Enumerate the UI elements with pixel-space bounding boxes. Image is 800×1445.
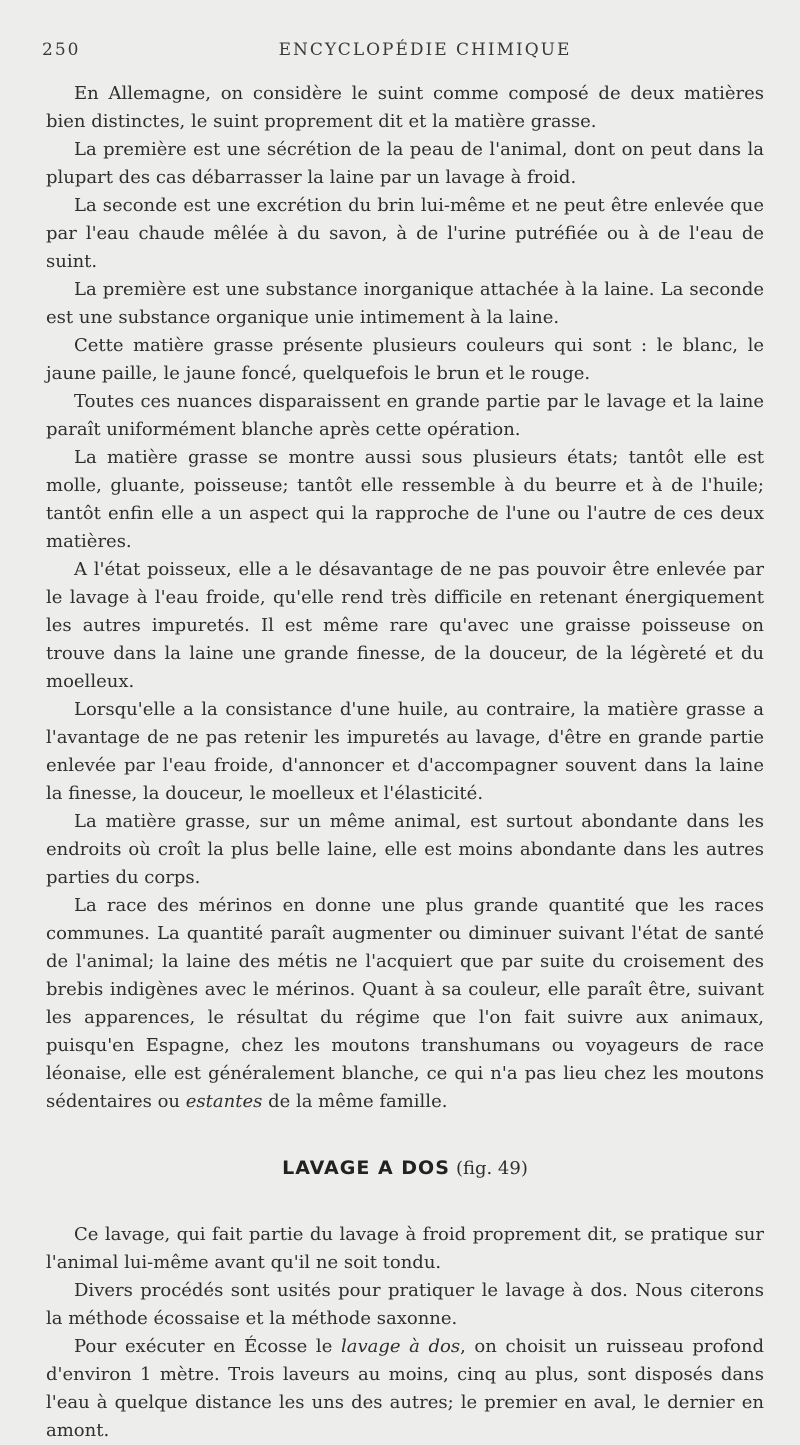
paragraph: La seconde est une excrétion du brin lui-même et ne peut être enlevée que par l'eau chaude mêlée à du savon, à de l'urine putréfiée ou à de l'eau de suint. bbox=[46, 195, 764, 272]
paragraph: La première est une substance inorganique attachée à la laine. La seconde est une substance organique unie intimement à la laine. bbox=[46, 279, 764, 328]
paragraph-merinos bbox=[46, 892, 764, 1116]
section-heading bbox=[46, 1154, 764, 1183]
paragraph bbox=[46, 1221, 764, 1277]
italic-term: estantes bbox=[185, 1091, 263, 1112]
paragraph: En Allemagne, on considère le suint comme composé de deux matières bien distinctes, le suint proprement dit et la matière grasse. bbox=[46, 83, 764, 132]
paragraph: Cette matière grasse présente plusieurs couleurs qui sont : le blanc, le jaune paille, le jaune foncé, quelquefois le brun et le rouge. bbox=[46, 335, 764, 384]
figure-reference: (fig. 49) bbox=[455, 1158, 528, 1179]
body-text-after bbox=[46, 1221, 764, 1445]
page-number: 250 bbox=[42, 40, 81, 60]
paragraph: Lorsqu'elle a la consistance d'une huile, au contraire, la matière grasse a l'avantage de ne pas retenir les impuretés au lavage, d'être en grande partie enlevée par l'eau froide, d'annoncer et d'accompagner souvent dans la laine la finesse, la douceur, le moelleux et l'élasticité. bbox=[46, 699, 764, 804]
paragraph: Toutes ces nuances disparaissent en grande partie par le lavage et la laine paraît uniformément blanche après cette opération. bbox=[46, 391, 764, 440]
running-head bbox=[42, 36, 764, 64]
paragraph: La matière grasse se montre aussi sous plusieurs états; tantôt elle est molle, gluante, poisseuse; tantôt elle ressemble à du beurre et à de l'huile; tantôt enfin elle a un aspect qui la rapproche de l'une ou l'autre de ces deux matières. bbox=[46, 447, 764, 552]
paragraph-text: Pour exécuter en Écosse le bbox=[74, 1336, 341, 1357]
paragraph-tail: de la même famille. bbox=[262, 1091, 448, 1112]
italic-term: lavage à dos bbox=[340, 1336, 461, 1357]
paragraph: La première est une sécrétion de la peau de l'animal, dont on peut dans la plupart des cas débarrasser la laine par un lavage à froid. bbox=[46, 139, 764, 188]
paragraph-text: , on choisit un ruisseau profond d'environ 1 mètre. Trois laveurs au moins, cinq au plus, sont disposés dans l'eau à quelque distance les uns des autres; le premier en aval, le dernier en amont. bbox=[46, 1336, 764, 1441]
paragraph: A l'état poisseux, elle a le désavantage de ne pas pouvoir être enlevée par le lavage à l'eau froide, qu'elle rend très difficile en retenant énergiquement les autres impuretés. Il est même rare qu'avec une graisse poisseuse on trouve dans la laine une grande finesse, de la douceur, de la légèreté et du moelleux. bbox=[46, 559, 764, 692]
paragraph-text: Divers procédés sont usités pour pratiquer le lavage à dos. Nous citerons la méthode écossaise et la méthode saxonne. bbox=[46, 1280, 764, 1329]
paragraph: La matière grasse, sur un même animal, est surtout abondante dans les endroits où croît la plus belle laine, elle est moins abondante dans les autres parties du corps. bbox=[46, 811, 764, 888]
paragraph bbox=[46, 1277, 764, 1333]
paragraph-text: Ce lavage, qui fait partie du lavage à froid proprement dit, se pratique sur l'animal lui-même avant qu'il ne soit tondu. bbox=[46, 1224, 764, 1273]
paragraph bbox=[46, 1333, 764, 1445]
body-text-before bbox=[46, 80, 764, 1116]
paragraph-text: La race des mérinos en donne une plus grande quantité que les races communes. La quantité paraît augmenter ou diminuer suivant l'état de santé de l'animal; la laine des métis ne l'acquiert que par suite du croisement des brebis indigènes avec le mérinos. Quant à sa couleur, elle paraît être, suivant les apparences, le résultat du régime que l'on fait suivre aux animaux, puisqu'en Espagne, chez les moutons transhumans ou voyageurs de race léonaise, elle est généralement blanche, ce qui n'a pas lieu chez les moutons sédentaires ou bbox=[46, 895, 764, 1112]
running-title: ENCYCLOPÉDIE CHIMIQUE bbox=[278, 40, 572, 60]
section-title: LAVAGE A DOS bbox=[282, 1157, 450, 1179]
